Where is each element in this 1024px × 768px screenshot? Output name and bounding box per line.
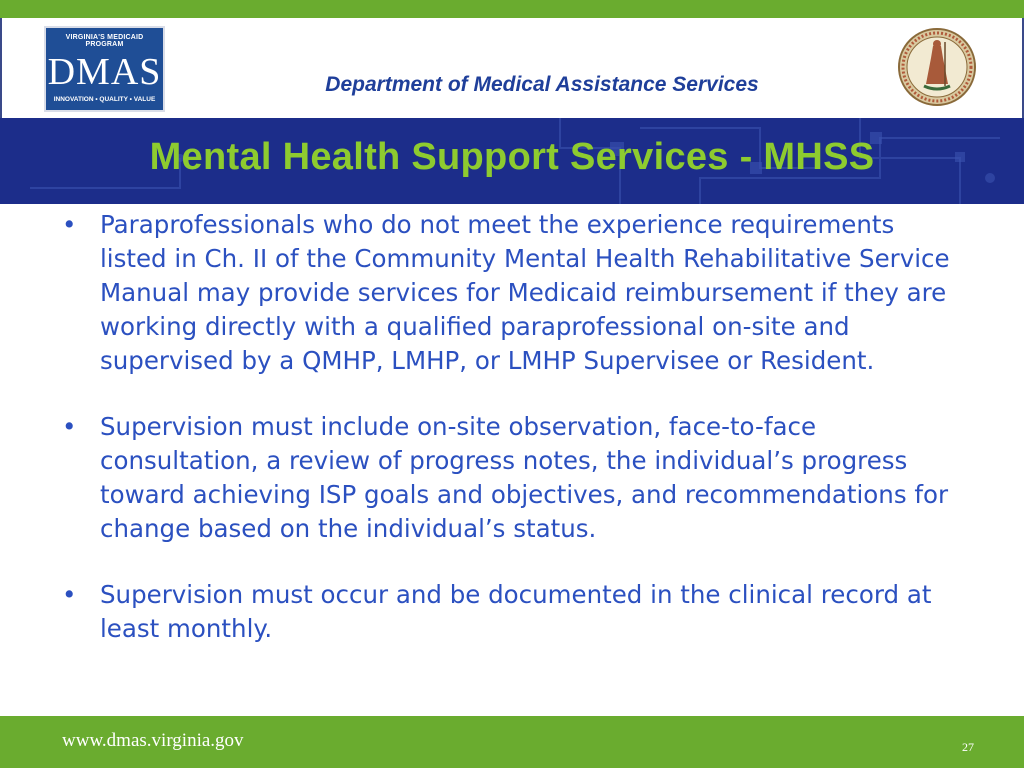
list-item xyxy=(62,208,962,378)
slide-header xyxy=(0,18,1024,118)
list-item xyxy=(62,410,962,546)
footer-url[interactable]: www.dmas.virginia.gov xyxy=(62,730,244,751)
footer-bar xyxy=(0,716,1024,768)
page-number: 27 xyxy=(962,740,974,754)
bullet-icon: • xyxy=(62,412,77,441)
title-band xyxy=(0,118,1024,204)
bullet-text: Supervision must occur and be documented in the clinical record at least monthly. xyxy=(100,580,932,643)
top-accent-bar xyxy=(0,0,1024,18)
logo-main-text: DMAS xyxy=(47,51,162,93)
slide-title: Mental Health Support Services - MHSS xyxy=(149,136,875,178)
bullet-text: Supervision must include on-site observation, face-to-face consultation, a review of progress notes, the individual’s progress toward achieving ISP goals and objectives, and recommendations for change based on the individual’s status. xyxy=(100,412,949,543)
bullet-icon: • xyxy=(62,580,77,609)
bullet-list xyxy=(62,208,962,678)
bullet-icon: • xyxy=(62,210,77,239)
logo-tagline: INNOVATION • QUALITY • VALUE xyxy=(53,96,156,103)
virginia-state-seal-icon xyxy=(898,28,976,106)
logo-top-text: VIRGINIA'S MEDICAID PROGRAM xyxy=(65,34,144,48)
list-item xyxy=(62,578,962,646)
dmas-logo xyxy=(44,26,165,112)
bullet-text: Paraprofessionals who do not meet the experience requirements listed in Ch. II of the Community Mental Health Rehabilitative Service Manual may provide services for Medicaid reimbursement if they are working directly with a qualified paraprofessional on-site and supervised by a QMHP, LMHP, or LMHP Supervisee or Resident. xyxy=(100,210,950,375)
department-title: Department of Medical Assistance Services xyxy=(325,73,759,96)
